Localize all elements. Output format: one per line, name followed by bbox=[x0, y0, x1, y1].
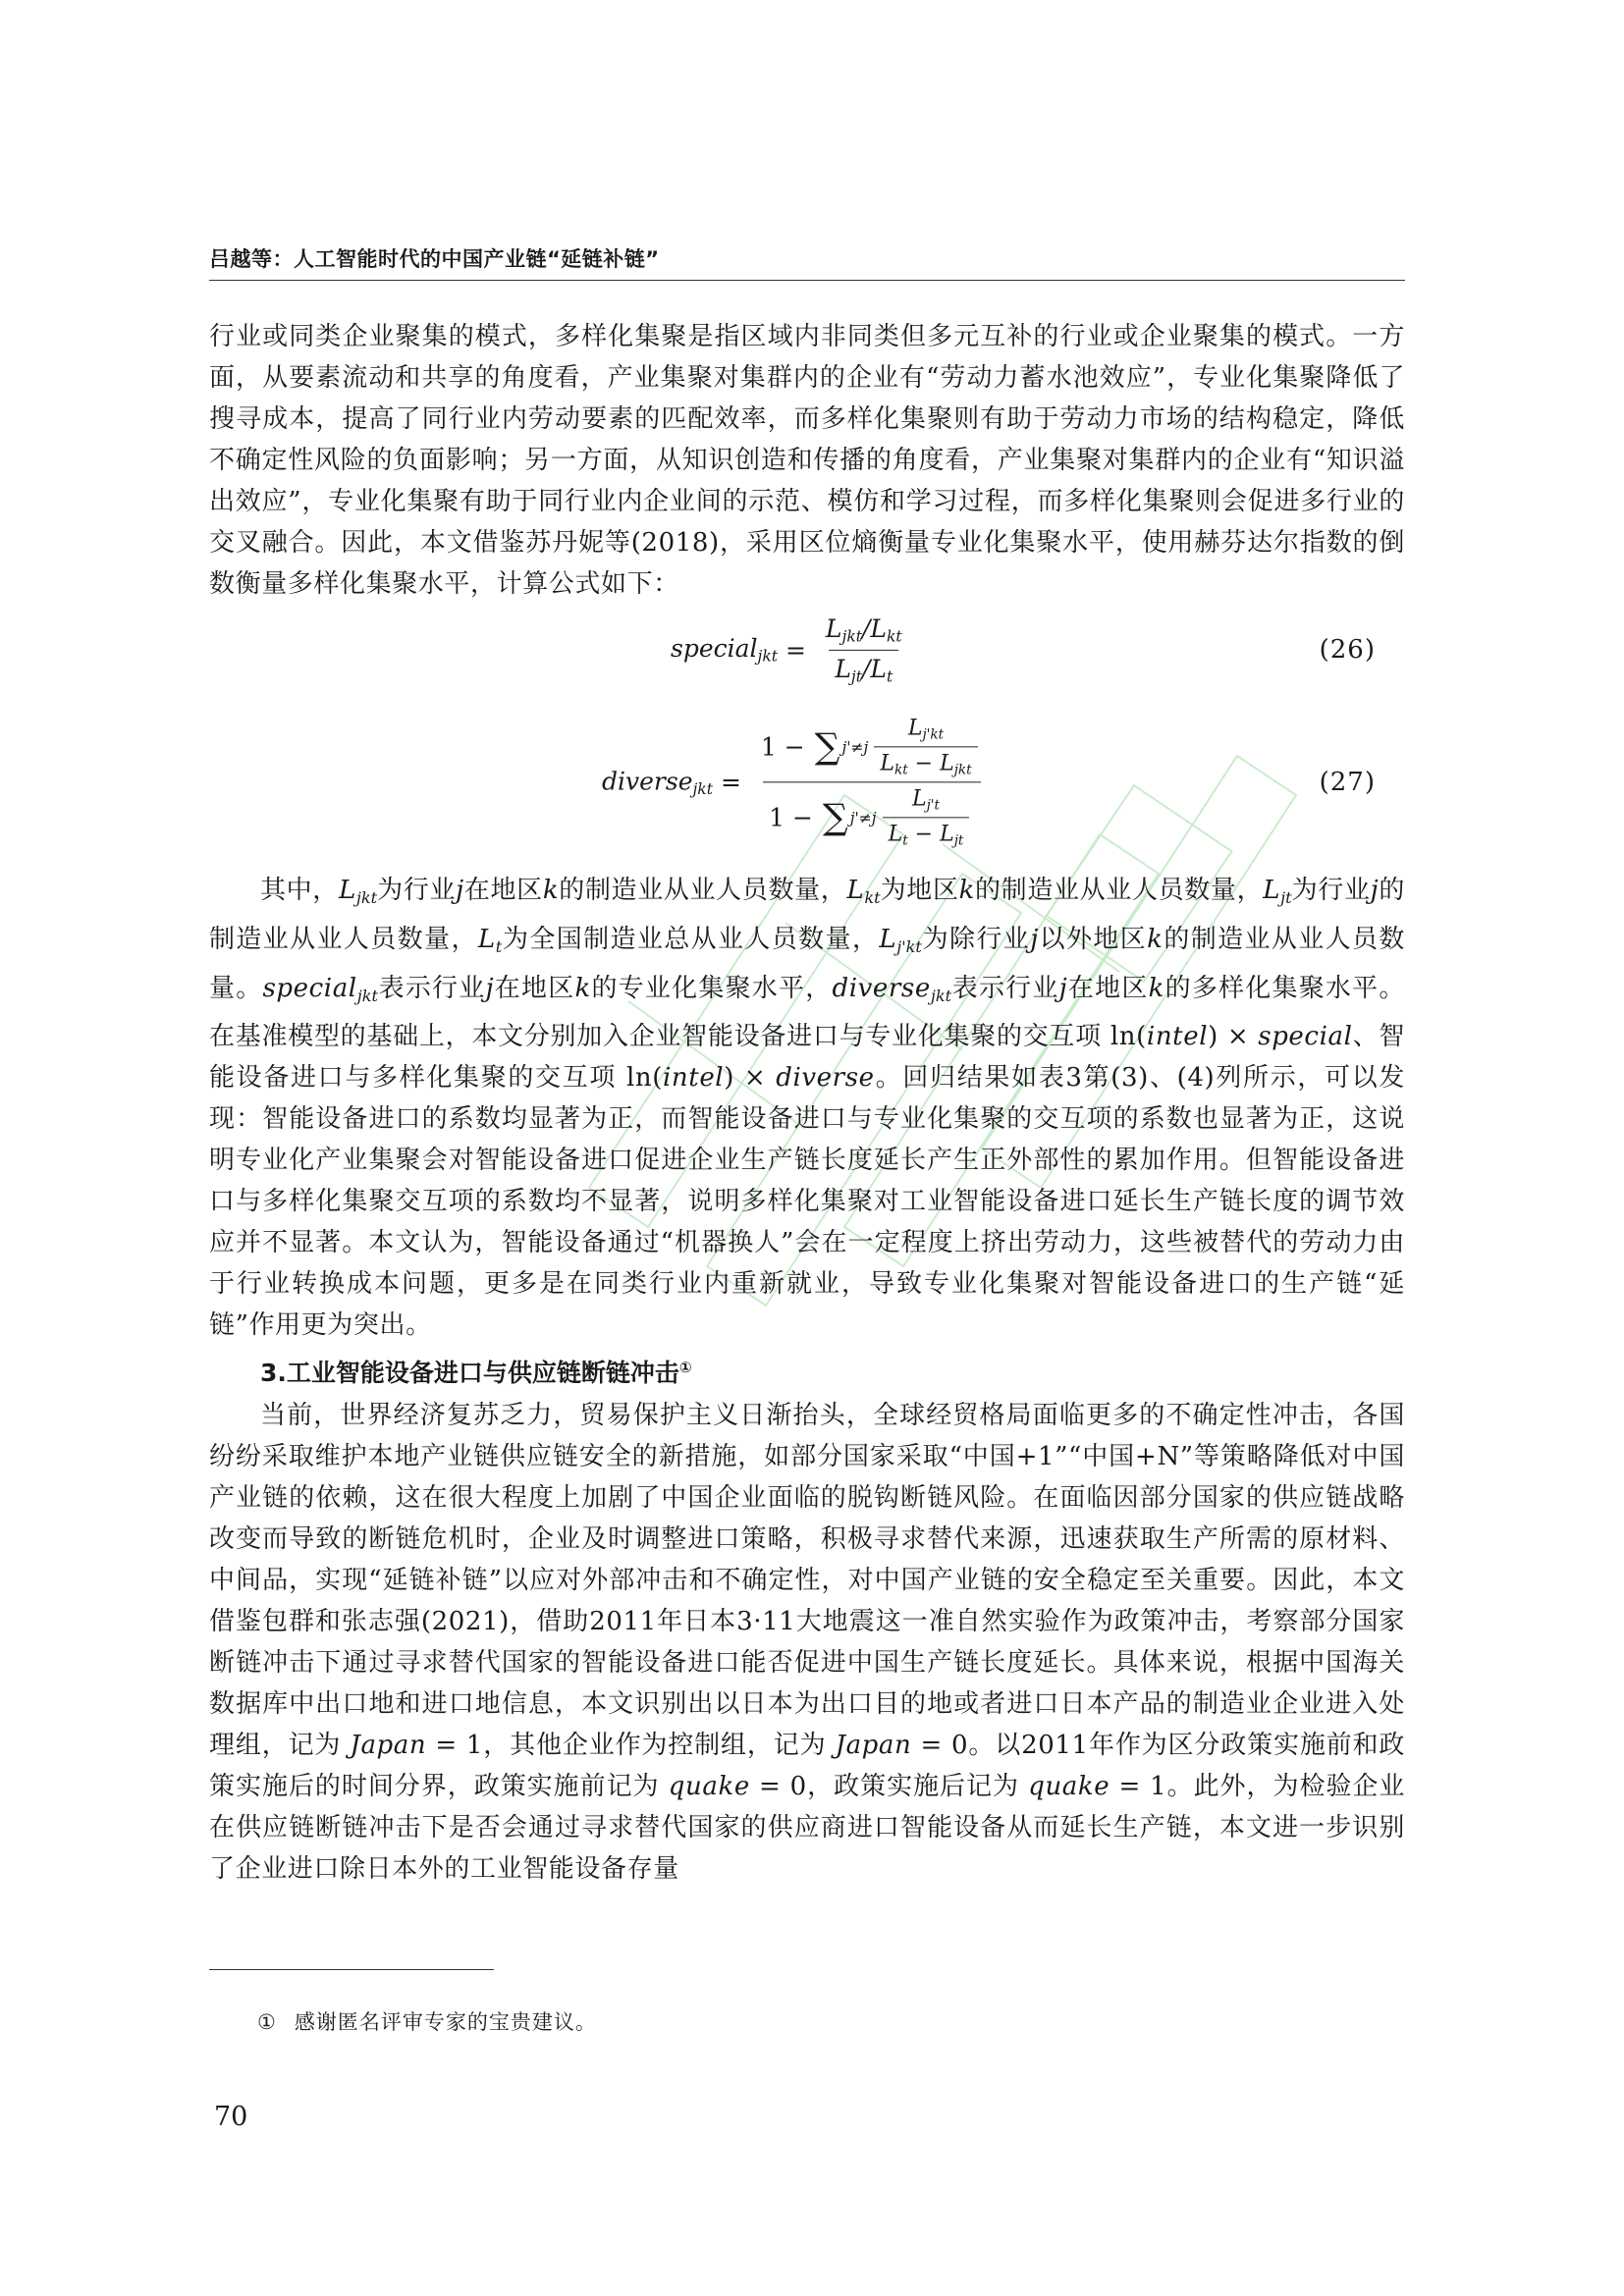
eq26-lhs: special$_{jkt}$ bbox=[671, 634, 778, 666]
footnote-rule bbox=[209, 1969, 494, 1970]
footnote-text: 感谢匿名评审专家的宝贵建议。 bbox=[294, 2010, 597, 2034]
footnote-mark: ① bbox=[257, 2010, 277, 2034]
paragraph-1: 行业或同类企业聚集的模式，多样化集聚是指区域内非同类但多元互补的行业或企业聚集的模式。一方面，从要素流动和共享的角度看，产业集聚对集群内的企业有“劳动力蓄水池效应”，专业化集聚降低了搜寻成本，提高了同行业内劳动要素的匹配效率，而多样化集聚则有助于劳动力市场的结构稳定，降低不确定性风险的负面影响；另一方面，从知识创造和传播的角度看，产业集聚对集群内的企业有“知识溢出效应”，专业化集聚有助于同行业内企业间的示范、模仿和学习过程，而多样化集聚则会促进多行业的交叉融合。因此，本文借鉴苏丹妮等(2018)，采用区位熵衡量专业化集聚水平，使用赫芬达尔指数的倒数衡量多样化集聚水平，计算公式如下： bbox=[209, 322, 1405, 599]
footnote bbox=[257, 2006, 597, 2036]
page-number: 70 bbox=[214, 2102, 248, 2132]
eq26-number: (26) bbox=[1319, 635, 1376, 665]
eq27-lhs: diverse$_{jkt}$ bbox=[602, 767, 713, 798]
equation-27: diverse$_{jkt}$ = 1 − ∑ j'≠j $\frac{L_{j'kt}}{L_{kt} - L_{jkt}}$ 1 − ∑ j'≠j $\frac{L_{j't}}{L_t - L_{jt}}$ (27) bbox=[602, 716, 1376, 849]
header-rule bbox=[209, 280, 1405, 281]
running-head: 吕越等：人工智能时代的中国产业链“延链补链” bbox=[209, 247, 660, 271]
eq27-number: (27) bbox=[1319, 768, 1376, 797]
eq26-fraction: $\frac{L_{jkt}/L_{kt}}{L_{jt}/L_t}$ bbox=[825, 614, 902, 686]
body-text bbox=[209, 316, 1405, 1890]
section-heading: 3.工业智能设备进口与供应链断链冲击① bbox=[260, 1359, 692, 1388]
eq27-fraction: 1 − ∑ j'≠j $\frac{L_{j'kt}}{L_{kt} - L_{jkt}}$ 1 − ∑ j'≠j $\frac{L_{j't}}{L_t - L_{jt}}$ bbox=[755, 716, 990, 848]
paragraph-2: 其中，$L_{jkt}$为行业j在地区k的制造业从业人员数量，$L_{kt}$为地区k的制造业从业人员数量，$L_{jt}$为行业j的制造业从业人员数量，$L_t$为全国制造业总从业人员数量，$L_{j'kt}$为除行业j以外地区k的制造业从业人员数量。special$_{jkt}$表示行业j在地区k的专业化集聚水平，diverse$_{jkt}$表示行业j在地区k的多样化集聚水平。在基准模型的基础上，本文分别加入企业智能设备进口与专业化集聚的交互项 ln(intel) × special、智能设备进口与多样化集聚的交互项 ln(intel) × diverse。回归结果如表3第(3)、(4)列所示，可以发现：智能设备进口的系数均显著为正，而智能设备进口与专业化集聚的交互项的系数也显著为正，这说明专业化产业集聚会对智能设备进口促进企业生产链长度延长产生正外部性的累加作用。但智能设备进口与多样化集聚交互项的系数均不显著，说明多样化集聚对工业智能设备进口延长生产链长度的调节效应并不显著。本文认为，智能设备通过“机器换人”会在一定程度上挤出劳动力，这些被替代的劳动力由于行业转换成本问题，更多是在同类行业内重新就业，导致专业化集聚对智能设备进口的生产链“延链”作用更为突出。 bbox=[209, 876, 1405, 1341]
section-footnote-mark[interactable]: ① bbox=[678, 1359, 692, 1377]
equation-26: special$_{jkt}$ = $\frac{L_{jkt}/L_{kt}}{L_{jt}/L_t}$ (26) bbox=[671, 614, 1376, 686]
paragraph-3: 当前，世界经济复苏乏力，贸易保护主义日渐抬头，全球经贸格局面临更多的不确定性冲击，各国纷纷采取维护本地产业链供应链安全的新措施，如部分国家采取“中国+1”“中国+N”等策略降低对中国产业链的依赖，这在很大程度上加剧了中国企业面临的脱钩断链风险。在面临因部分国家的供应链战略改变而导致的断链危机时，企业及时调整进口策略，积极寻求替代来源，迅速获取生产所需的原材料、中间品，实现“延链补链”以应对外部冲击和不确定性，对中国产业链的安全稳定至关重要。因此，本文借鉴包群和张志强(2021)，借助2011年日本3·11大地震这一准自然实验作为政策冲击，考察部分国家断链冲击下通过寻求替代国家的智能设备进口能否促进中国生产链长度延长。具体来说，根据中国海关数据库中出口地和进口地信息，本文识别出以日本为出口目的地或者进口日本产品的制造业企业进入处理组，记为 Japan = 1，其他企业作为控制组，记为 Japan = 0。以2011年作为区分政策实施前和政策实施后的时间分界，政策实施前记为 quake = 0，政策实施后记为 quake = 1。此外，为检验企业在供应链断链冲击下是否会通过寻求替代国家的供应商进口智能设备从而延长生产链，本文进一步识别了企业进口除日本外的工业智能设备存量 bbox=[209, 1401, 1405, 1885]
